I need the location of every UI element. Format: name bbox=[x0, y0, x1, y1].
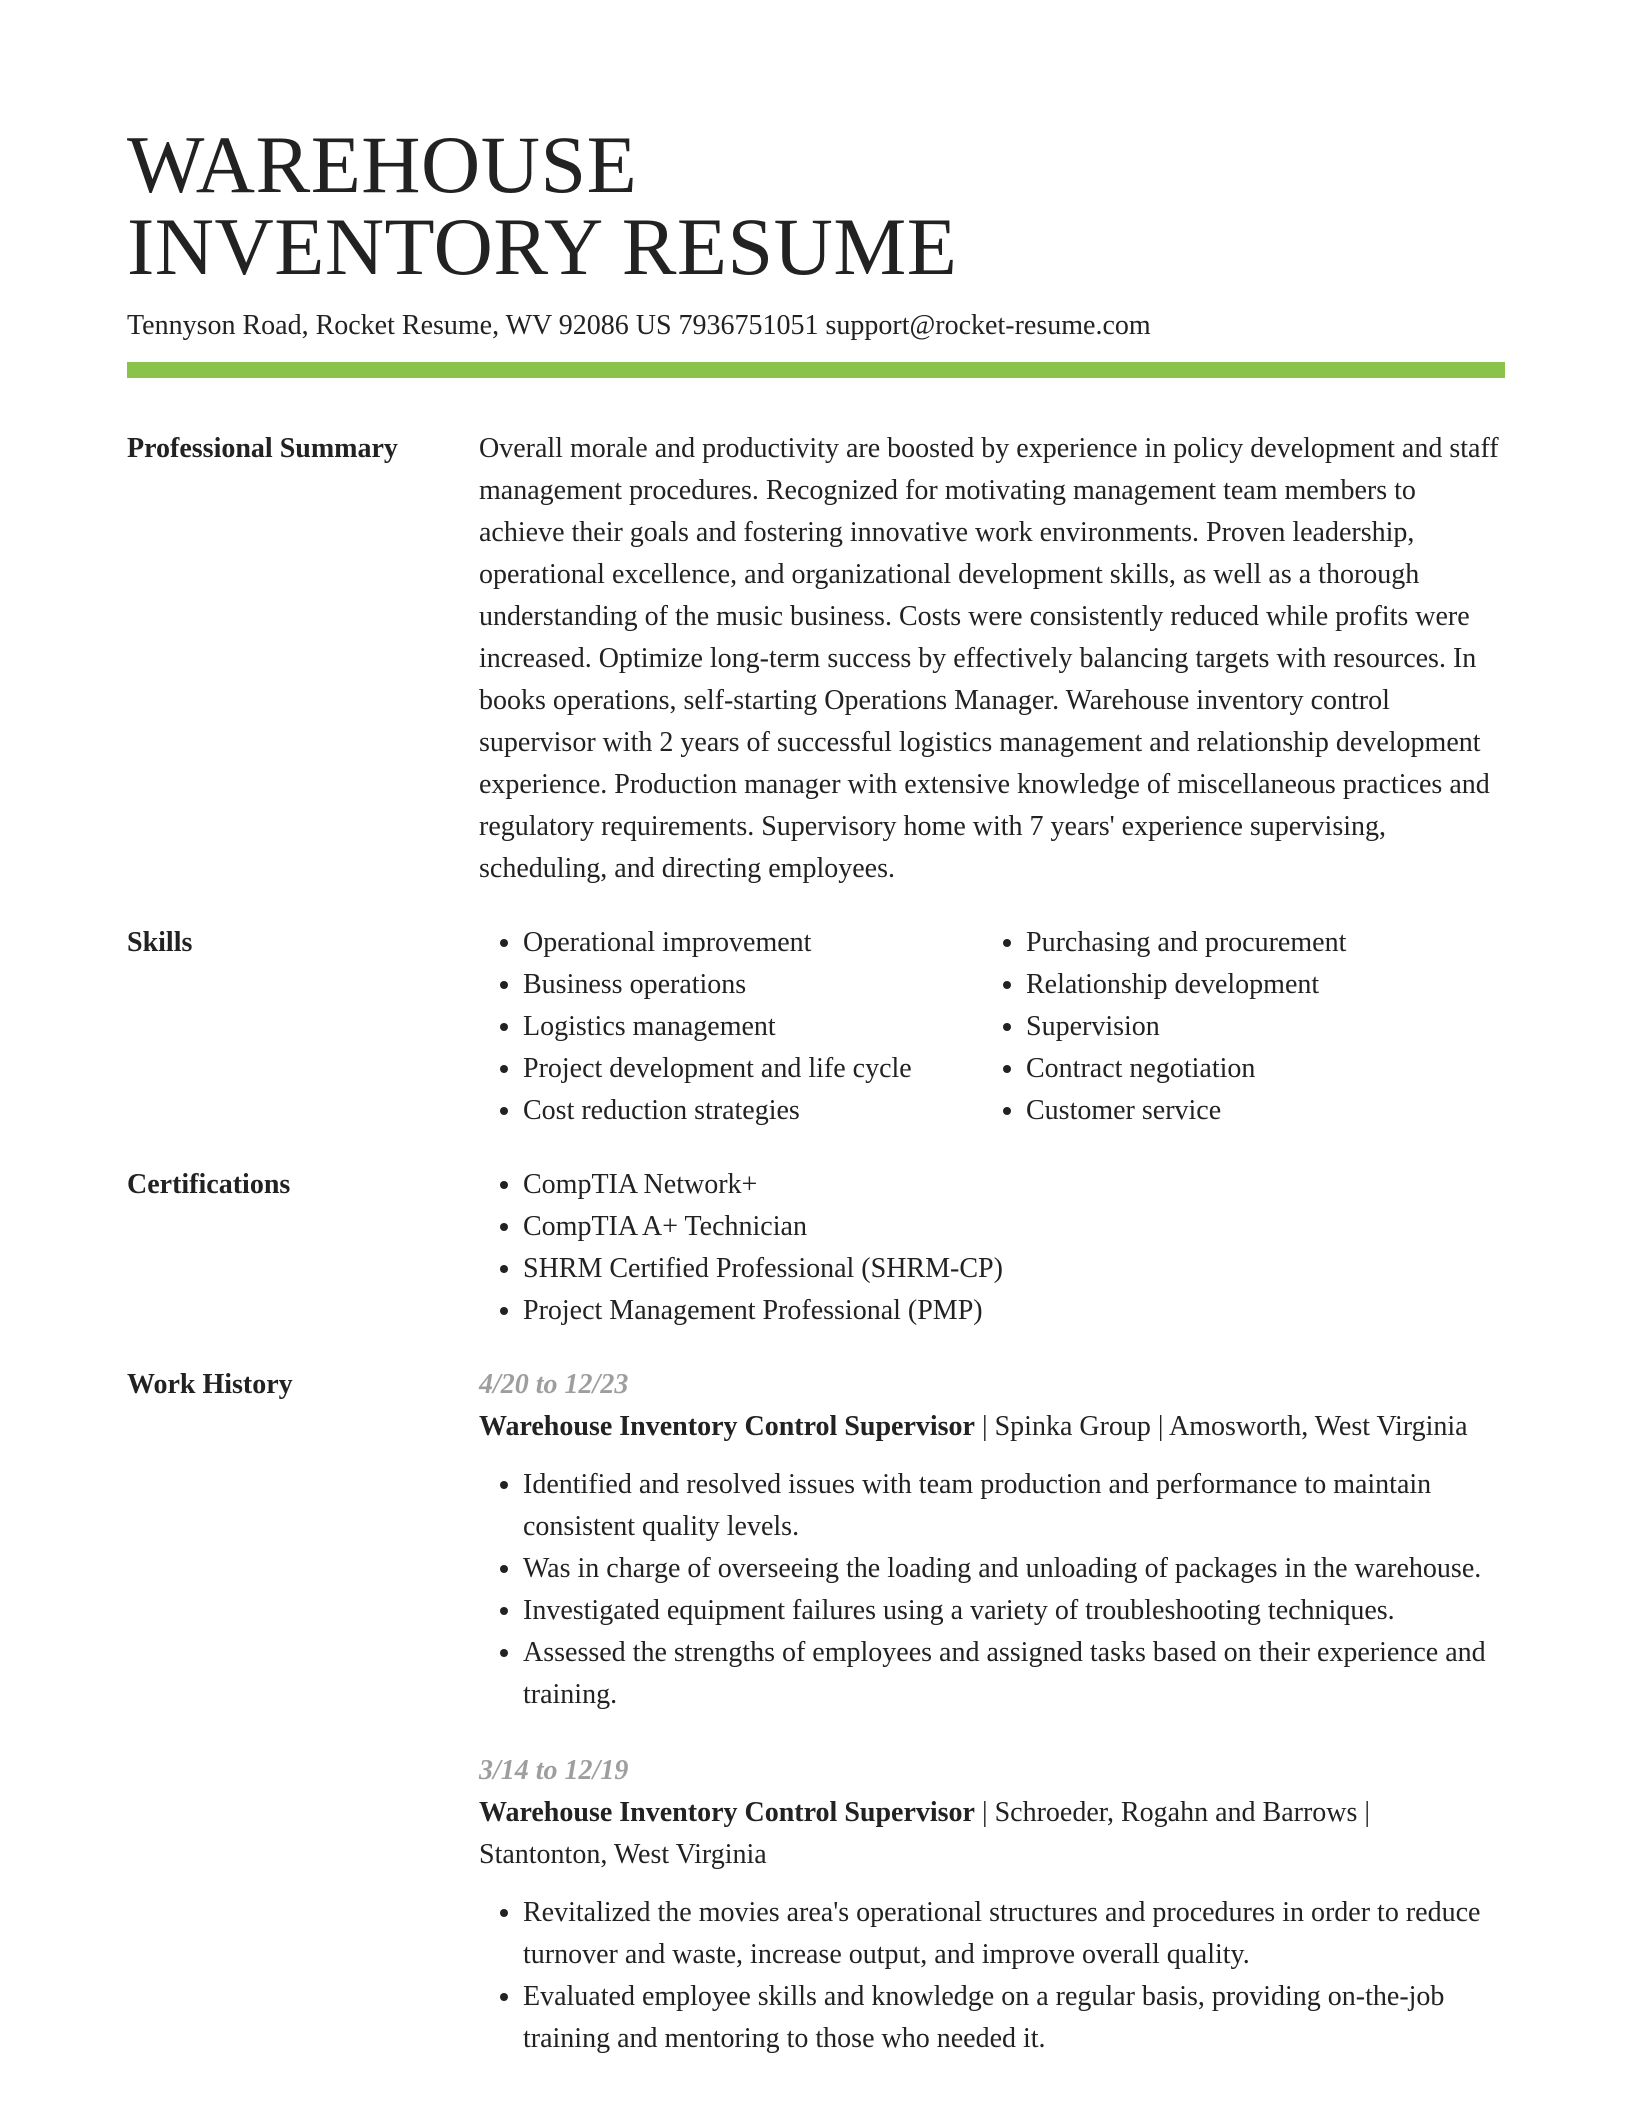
header-divider bbox=[127, 362, 1505, 378]
certifications-label: Certifications bbox=[127, 1169, 291, 1200]
job-heading bbox=[479, 1406, 1505, 1448]
skill-item: • Project development and life cycle bbox=[523, 1048, 982, 1090]
certification-item: • SHRM Certified Professional (SHRM-CP) bbox=[523, 1248, 1505, 1290]
skills-column-right bbox=[982, 922, 1505, 1132]
work-history-section bbox=[127, 1364, 1505, 2060]
skills-list-right bbox=[982, 922, 1505, 1132]
skills-list-left bbox=[479, 922, 982, 1132]
work-history-label: Work History bbox=[127, 1369, 293, 1400]
skill-item: • Purchasing and procurement bbox=[1026, 922, 1505, 964]
job-bullet: • Revitalized the movies area's operational structures and procedures in order to reduce turnover and waste, increase output, and improve overall quality. bbox=[523, 1892, 1505, 1976]
work-history-body bbox=[479, 1364, 1505, 2060]
skill-item: • Cost reduction strategies bbox=[523, 1090, 982, 1132]
job-title: Warehouse Inventory Control Supervisor bbox=[479, 1797, 975, 1828]
job-bullet: • Investigated equipment failures using a variety of troubleshooting techniques. bbox=[523, 1590, 1505, 1632]
job-entry bbox=[479, 1750, 1505, 2060]
summary-section bbox=[127, 428, 1505, 890]
resume-title-line-2: INVENTORY RESUME bbox=[127, 201, 958, 292]
job-entry bbox=[479, 1364, 1505, 1716]
certifications-section bbox=[127, 1164, 1505, 1332]
certifications-body bbox=[479, 1164, 1505, 1332]
job-bullets bbox=[479, 1464, 1505, 1716]
summary-label: Professional Summary bbox=[127, 433, 398, 464]
skill-item: • Supervision bbox=[1026, 1006, 1505, 1048]
job-dates: 3/14 to 12/19 bbox=[479, 1755, 629, 1786]
skills-label: Skills bbox=[127, 927, 193, 958]
job-bullet: • Evaluated employee skills and knowledge on a regular basis, providing on-the-job training and mentoring to those who needed it. bbox=[523, 1976, 1505, 2060]
job-title: Warehouse Inventory Control Supervisor bbox=[479, 1411, 975, 1442]
job-bullet: • Was in charge of overseeing the loading and unloading of packages in the warehouse. bbox=[523, 1548, 1505, 1590]
job-heading bbox=[479, 1792, 1505, 1876]
job-company-location: | Spinka Group | Amosworth, West Virginia bbox=[975, 1411, 1468, 1442]
skill-item: • Contract negotiation bbox=[1026, 1048, 1505, 1090]
skill-item: • Logistics management bbox=[523, 1006, 982, 1048]
skill-item: • Operational improvement bbox=[523, 922, 982, 964]
job-bullet: • Assessed the strengths of employees and assigned tasks based on their experience and training. bbox=[523, 1632, 1505, 1716]
skill-item: • Business operations bbox=[523, 964, 982, 1006]
resume-title bbox=[127, 119, 1505, 292]
certification-item: • CompTIA A+ Technician bbox=[523, 1206, 1505, 1248]
job-dates: 4/20 to 12/23 bbox=[479, 1369, 629, 1400]
contact-info: Tennyson Road, Rocket Resume, WV 92086 US 7936751051 support@rocket-resume.com bbox=[127, 310, 1151, 341]
certification-item: • Project Management Professional (PMP) bbox=[523, 1290, 1505, 1332]
skills-section bbox=[127, 922, 1505, 1132]
summary-text: Overall morale and productivity are boosted by experience in policy development and staff management procedures. Recognized for motivating management team members to achieve their goals and fostering innovative work environments. Proven leadership, operational excellence, and organizational development skills, as well as a thorough understanding of the music business. Costs were consistently reduced while profits were increased. Optimize long-term success by effectively balancing targets with resources. In books operations, self-starting Operations Manager. Warehouse inventory control supervisor with 2 years of successful logistics management and relationship development experience. Production manager with extensive knowledge of miscellaneous practices and regulatory requirements. Supervisory home with 7 years' experience supervising, scheduling, and directing employees. bbox=[479, 433, 1499, 884]
job-bullets bbox=[479, 1892, 1505, 2060]
job-company-location: | Schroeder, Rogahn and Barrows | Stantonton, West Virginia bbox=[479, 1797, 1370, 1870]
job-bullet: • Identified and resolved issues with team production and performance to maintain consistent quality levels. bbox=[523, 1464, 1505, 1548]
certification-item: • CompTIA Network+ bbox=[523, 1164, 1505, 1206]
skills-grid bbox=[479, 922, 1505, 1132]
certifications-list bbox=[479, 1164, 1505, 1332]
skill-item: • Relationship development bbox=[1026, 964, 1505, 1006]
skill-item: • Customer service bbox=[1026, 1090, 1505, 1132]
skills-column-left bbox=[479, 922, 982, 1132]
resume-title-line-1: WAREHOUSE bbox=[127, 119, 638, 210]
